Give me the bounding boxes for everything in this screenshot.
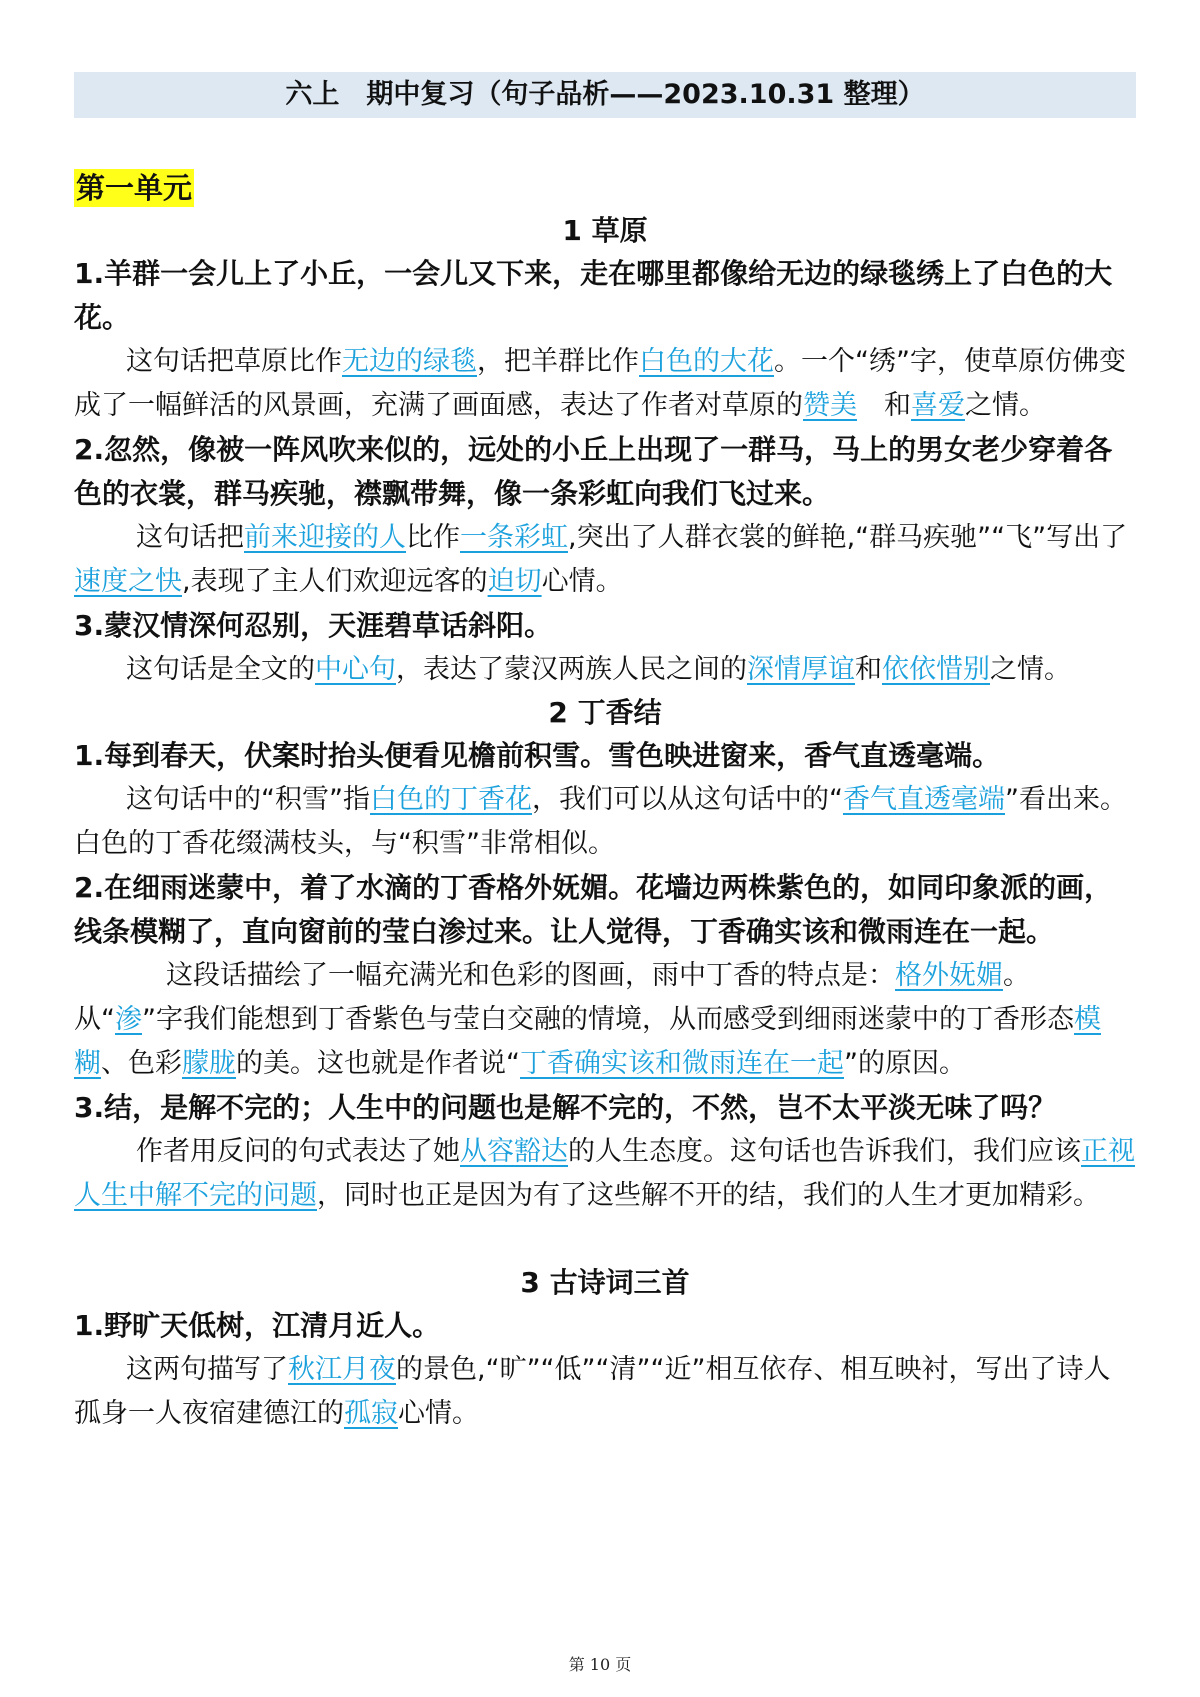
answer-paragraph bbox=[74, 1130, 1136, 1218]
answer-key-phrase: 孤寂 bbox=[344, 1398, 398, 1429]
answer-text: ”看出来。白色的丁香花缀满枝头，与“积雪”非常相似。 bbox=[74, 784, 1127, 859]
answer-text: 这句话是全文的 bbox=[126, 654, 315, 685]
lesson-title: 3 古诗词三首 bbox=[520, 1266, 690, 1299]
answer-key-phrase: 格外妩媚 bbox=[895, 960, 1003, 991]
answer-text: 之情。 bbox=[965, 390, 1046, 421]
lesson-title: 2 丁香结 bbox=[548, 696, 662, 729]
answer-key-phrase: 中心句 bbox=[315, 654, 396, 685]
answer-text: 和 bbox=[857, 390, 911, 421]
answer-text: 之情。 bbox=[990, 654, 1071, 685]
question-sentence: 2.忽然，像被一阵风吹来似的，远处的小丘上出现了一群马，马上的男女老少穿着各色的衣裳，群马疾驰，襟飘带舞，像一条彩虹向我们飞过来。 bbox=[74, 433, 1113, 510]
question-sentence: 2.在细雨迷蒙中，着了水滴的丁香格外妩媚。花墙边两株紫色的，如同印象派的画，线条模糊了，直向窗前的莹白渗过来。让人觉得，丁香确实该和微雨连在一起。 bbox=[74, 871, 1113, 948]
answer-key-phrase: 从容豁达 bbox=[460, 1136, 568, 1167]
answer-key-phrase: 喜爱 bbox=[911, 390, 965, 421]
page-body bbox=[74, 72, 1136, 1436]
unit-heading bbox=[74, 166, 1136, 210]
answer-text: ，我们可以从这句话中的“ bbox=[531, 784, 843, 815]
answer-key-phrase: 无边的绿毯 bbox=[342, 346, 477, 377]
answer-key-phrase: 秋江月夜 bbox=[288, 1354, 396, 1385]
answer-text: 比作 bbox=[406, 522, 460, 553]
lesson-title: 1 草原 bbox=[562, 214, 648, 247]
answer-paragraph bbox=[74, 516, 1136, 604]
answer-text: ,表现了主人们欢迎远客的 bbox=[182, 566, 488, 597]
answer-key-phrase: 正视人生中解不完的问题 bbox=[74, 1136, 1135, 1211]
answer-key-phrase: 迫切 bbox=[487, 566, 542, 597]
answer-text: 。一个“绣”字，使草原仿佛变成了一幅鲜活的风景画，充满了画面感，表达了作者对草原的 bbox=[74, 346, 1126, 421]
unit-label: 第一单元 bbox=[76, 171, 193, 205]
answer-text: 作者用反问的句式表达了她 bbox=[136, 1136, 460, 1167]
answer-text: 的景色,“旷”“低”“清”“近”相互依存、相互映衬，写出了诗人孤身一人夜宿建德江的 bbox=[74, 1354, 1111, 1429]
answer-key-phrase: 渗 bbox=[115, 1004, 142, 1035]
answer-text: ，把羊群比作 bbox=[477, 346, 639, 377]
answer-key-phrase: 赞美 bbox=[803, 390, 857, 421]
answer-text: 这句话中的“积雪”指 bbox=[126, 784, 370, 815]
answer-text: 的美。这也就是作者说“ bbox=[236, 1048, 520, 1079]
document-title: 六上 期中复习（句子品析——2023.10.31 整理） bbox=[74, 72, 1136, 118]
answer-key-phrase: 前来迎接的人 bbox=[244, 522, 406, 553]
answer-key-phrase: 深情厚谊 bbox=[747, 654, 855, 685]
question-sentence: 3.蒙汉情深何忍别，天涯碧草话斜阳。 bbox=[74, 609, 553, 642]
answer-text: 。从“ bbox=[74, 960, 1030, 1035]
answer-text: 和 bbox=[855, 654, 882, 685]
answer-text: 这段话描绘了一幅充满光和色彩的图画，雨中丁香的特点是： bbox=[166, 960, 895, 991]
answer-text: ”字我们能想到丁香紫色与莹白交融的情境，从而感受到细雨迷蒙中的丁香形态 bbox=[142, 1004, 1074, 1035]
answer-text: 这句话把草原比作 bbox=[126, 346, 342, 377]
answer-key-phrase: 香气直透毫端 bbox=[842, 784, 1005, 815]
answer-text: 心情。 bbox=[398, 1398, 479, 1429]
answer-key-phrase: 一条彩虹 bbox=[460, 522, 568, 553]
answer-text: ，同时也正是因为有了这些解不开的结，我们的人生才更加精彩。 bbox=[317, 1180, 1100, 1211]
answer-paragraph bbox=[74, 340, 1136, 428]
answer-key-phrase: 模糊 bbox=[74, 1004, 1101, 1079]
answer-key-phrase: 丁香确实该和微雨连在一起 bbox=[520, 1048, 844, 1079]
answer-key-phrase: 速度之快 bbox=[74, 566, 182, 597]
answer-text: ，表达了蒙汉两族人民之间的 bbox=[396, 654, 747, 685]
answer-text: ”的原因。 bbox=[844, 1048, 966, 1079]
answer-text: 这两句描写了 bbox=[126, 1354, 288, 1385]
question-sentence: 3.结，是解不完的；人生中的问题也是解不完的，不然，岂不太平淡无味了吗？ bbox=[74, 1091, 1057, 1124]
answer-text: 的人生态度。这句话也告诉我们，我们应该 bbox=[568, 1136, 1081, 1167]
answer-text: 心情。 bbox=[541, 566, 623, 597]
section-spacer bbox=[74, 1218, 1136, 1262]
question-sentence: 1.野旷天低树，江清月近人。 bbox=[74, 1309, 441, 1342]
answer-paragraph bbox=[74, 778, 1136, 866]
answer-text: 这句话把 bbox=[136, 522, 244, 553]
question-sentence: 1.每到春天，伏案时抬头便看见檐前积雪。雪色映进窗来，香气直透毫端。 bbox=[74, 739, 1001, 772]
answer-paragraph bbox=[74, 648, 1136, 692]
answer-key-phrase: 朦胧 bbox=[182, 1048, 236, 1079]
question-sentence: 1.羊群一会儿上了小丘，一会儿又下来，走在哪里都像给无边的绿毯绣上了白色的大花。 bbox=[74, 257, 1113, 334]
page-number: 第 10 页 bbox=[568, 1655, 632, 1674]
answer-key-phrase: 依依惜别 bbox=[882, 654, 990, 685]
answer-text: 、色彩 bbox=[101, 1048, 182, 1079]
answer-text: ,突出了人群衣裳的鲜艳,“群马疾驰”“飞”写出了 bbox=[568, 522, 1128, 553]
answer-paragraph bbox=[74, 954, 1136, 1086]
answer-key-phrase: 白色的丁香花 bbox=[369, 784, 532, 815]
answer-key-phrase: 白色的大花 bbox=[639, 346, 774, 377]
answer-paragraph bbox=[74, 1348, 1136, 1436]
